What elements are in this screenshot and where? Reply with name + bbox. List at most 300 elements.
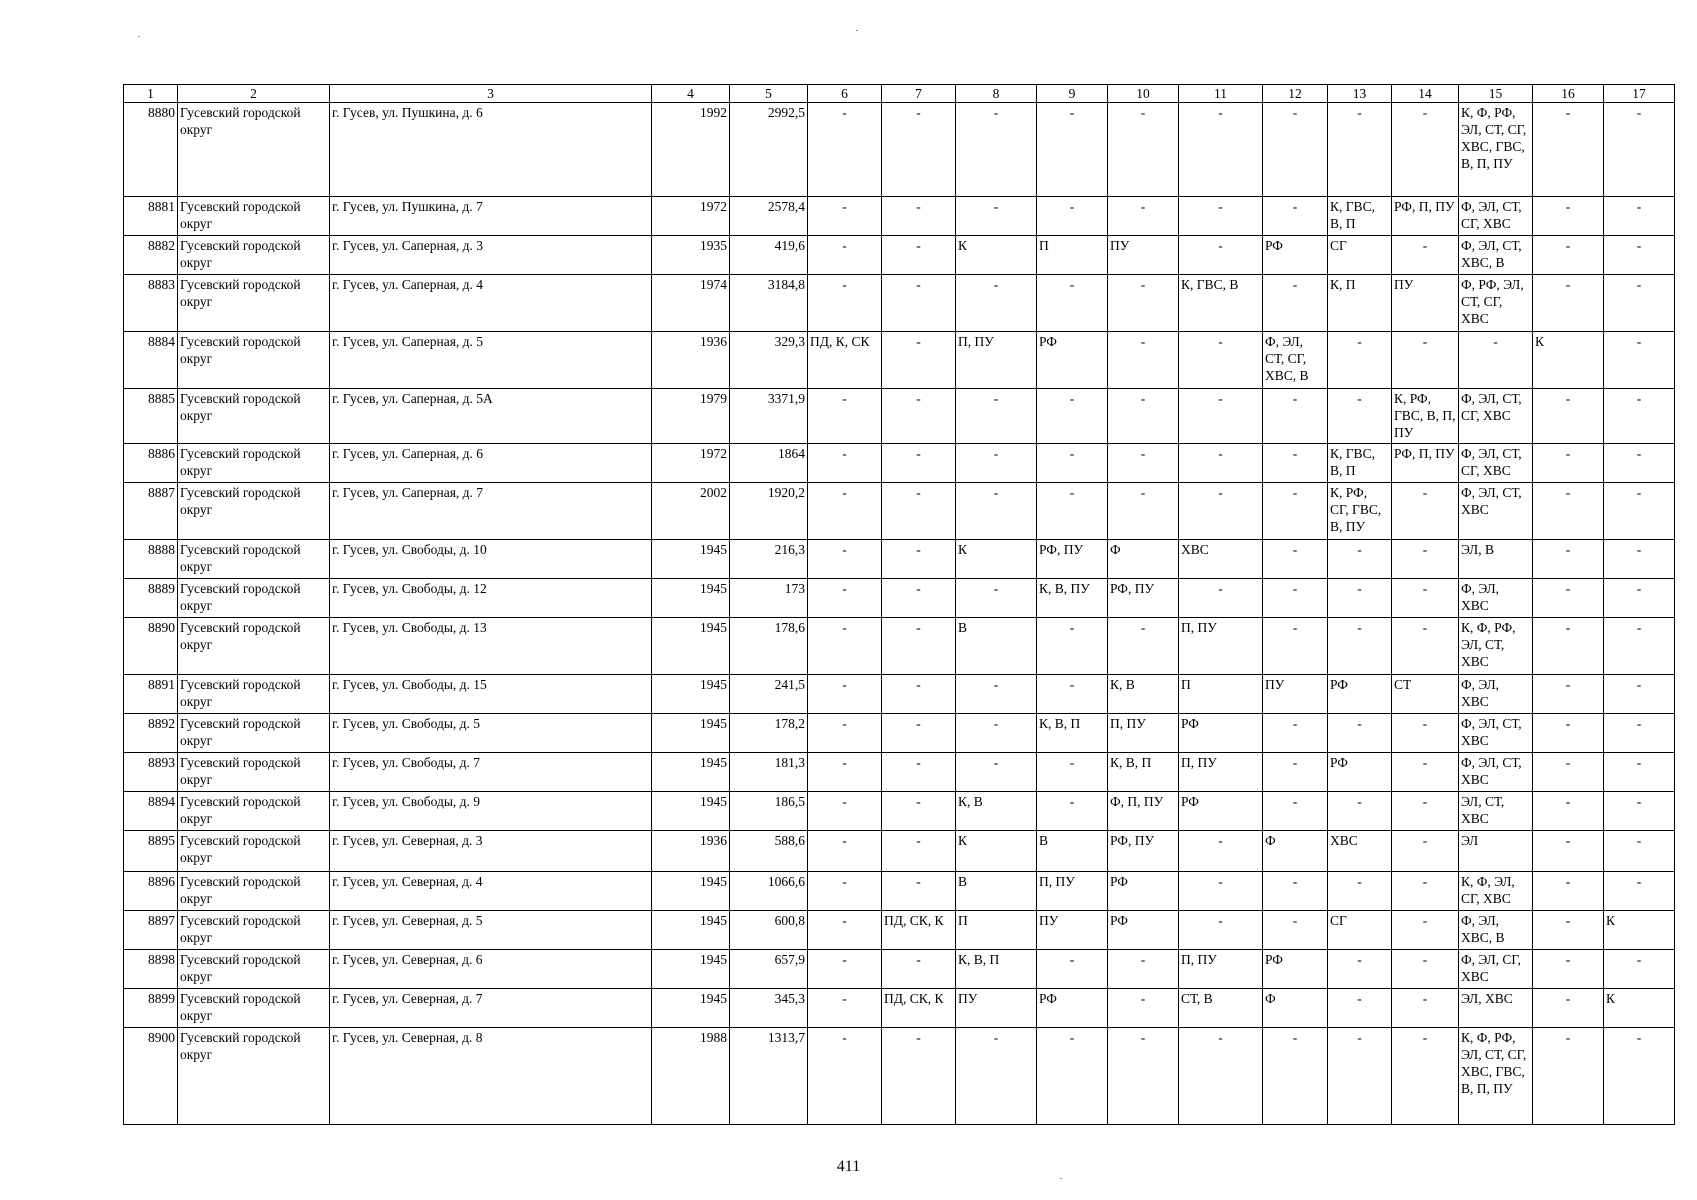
work-type-13-cell: - [1328, 714, 1392, 753]
work-type-6-cell: - [808, 911, 882, 950]
work-type-15-cell: К, Ф, ЭЛ, СГ, ХВС [1459, 872, 1533, 911]
work-type-13-cell: К, П [1328, 275, 1392, 332]
year-built-cell: 1945 [652, 989, 730, 1028]
table-row [124, 872, 1675, 911]
work-type-13-cell: - [1328, 103, 1392, 197]
area-cell: 600,8 [730, 911, 808, 950]
year-built-cell: 1992 [652, 103, 730, 197]
work-type-11-cell: П, ПУ [1179, 753, 1263, 792]
work-type-14-cell: - [1392, 618, 1459, 675]
table-row [124, 831, 1675, 872]
work-type-16-cell: - [1533, 236, 1604, 275]
work-type-12-cell: - [1263, 1028, 1328, 1125]
area-cell: 3184,8 [730, 275, 808, 332]
work-type-16-cell: - [1533, 989, 1604, 1028]
work-type-15-cell: К, Ф, РФ, ЭЛ, СТ, СГ, ХВС, ГВС, В, П, ПУ [1459, 1028, 1533, 1125]
work-type-15-cell: Ф, ЭЛ, ХВС [1459, 579, 1533, 618]
work-type-13-cell: РФ [1328, 753, 1392, 792]
work-type-14-cell: - [1392, 714, 1459, 753]
work-type-8-cell: П, ПУ [956, 332, 1037, 389]
year-built-cell: 1945 [652, 753, 730, 792]
work-type-9-cell: - [1037, 103, 1108, 197]
address-cell: г. Гусев, ул. Северная, д. 8 [330, 1028, 652, 1125]
table-row [124, 444, 1675, 483]
address-cell: г. Гусев, ул. Северная, д. 3 [330, 831, 652, 872]
work-type-10-cell: - [1108, 103, 1179, 197]
work-type-14-cell: - [1392, 540, 1459, 579]
work-type-16-cell: К [1533, 332, 1604, 389]
record-number-cell: 8899 [124, 989, 178, 1028]
municipality-cell: Гусевский городской округ [178, 275, 330, 332]
year-built-cell: 1945 [652, 579, 730, 618]
work-type-7-cell: ПД, СК, К [882, 911, 956, 950]
address-cell: г. Гусев, ул. Свободы, д. 13 [330, 618, 652, 675]
area-cell: 181,3 [730, 753, 808, 792]
address-cell: г. Гусев, ул. Свободы, д. 7 [330, 753, 652, 792]
municipality-cell: Гусевский городской округ [178, 831, 330, 872]
work-type-7-cell: - [882, 753, 956, 792]
address-cell: г. Гусев, ул. Пушкина, д. 7 [330, 197, 652, 236]
table-row [124, 483, 1675, 540]
work-type-13-cell: - [1328, 618, 1392, 675]
work-type-10-cell: - [1108, 389, 1179, 444]
work-type-15-cell: ЭЛ [1459, 831, 1533, 872]
work-type-6-cell: - [808, 714, 882, 753]
work-type-14-cell: - [1392, 911, 1459, 950]
work-type-9-cell: К, В, П [1037, 714, 1108, 753]
work-type-12-cell: - [1263, 444, 1328, 483]
register-table-wrapper [123, 84, 1674, 1125]
work-type-15-cell: Ф, ЭЛ, СТ, СГ, ХВС [1459, 197, 1533, 236]
work-type-11-cell: - [1179, 1028, 1263, 1125]
work-type-15-cell: Ф, ЭЛ, СТ, ХВС [1459, 714, 1533, 753]
work-type-9-cell: - [1037, 675, 1108, 714]
area-cell: 173 [730, 579, 808, 618]
work-type-11-cell: - [1179, 911, 1263, 950]
work-type-17-cell: - [1604, 236, 1675, 275]
area-cell: 178,2 [730, 714, 808, 753]
work-type-10-cell: К, В [1108, 675, 1179, 714]
work-type-17-cell: - [1604, 540, 1675, 579]
column-header-8: 8 [956, 85, 1037, 103]
work-type-8-cell: - [956, 197, 1037, 236]
work-type-8-cell: П [956, 911, 1037, 950]
record-number-cell: 8895 [124, 831, 178, 872]
work-type-7-cell: - [882, 389, 956, 444]
address-cell: г. Гусев, ул. Саперная, д. 4 [330, 275, 652, 332]
work-type-9-cell: В [1037, 831, 1108, 872]
work-type-17-cell: - [1604, 675, 1675, 714]
work-type-6-cell: - [808, 483, 882, 540]
record-number-cell: 8893 [124, 753, 178, 792]
work-type-9-cell: - [1037, 444, 1108, 483]
scan-speck [138, 36, 140, 37]
work-type-12-cell: - [1263, 103, 1328, 197]
work-type-15-cell: Ф, ЭЛ, ХВС, В [1459, 911, 1533, 950]
area-cell: 178,6 [730, 618, 808, 675]
work-type-7-cell: - [882, 831, 956, 872]
work-type-9-cell: К, В, ПУ [1037, 579, 1108, 618]
column-header-12: 12 [1263, 85, 1328, 103]
work-type-10-cell: РФ [1108, 911, 1179, 950]
work-type-10-cell: - [1108, 1028, 1179, 1125]
work-type-6-cell: - [808, 675, 882, 714]
work-type-14-cell: - [1392, 1028, 1459, 1125]
work-type-15-cell: К, Ф, РФ, ЭЛ, СТ, СГ, ХВС, ГВС, В, П, ПУ [1459, 103, 1533, 197]
column-header-15: 15 [1459, 85, 1533, 103]
table-row [124, 675, 1675, 714]
area-cell: 1920,2 [730, 483, 808, 540]
work-type-8-cell: - [956, 675, 1037, 714]
work-type-17-cell: - [1604, 618, 1675, 675]
work-type-12-cell: РФ [1263, 950, 1328, 989]
table-row [124, 1028, 1675, 1125]
address-cell: г. Гусев, ул. Свободы, д. 5 [330, 714, 652, 753]
work-type-17-cell: - [1604, 275, 1675, 332]
work-type-16-cell: - [1533, 872, 1604, 911]
table-row [124, 989, 1675, 1028]
work-type-8-cell: - [956, 444, 1037, 483]
work-type-14-cell: ПУ [1392, 275, 1459, 332]
work-type-7-cell: - [882, 103, 956, 197]
work-type-7-cell: - [882, 540, 956, 579]
work-type-11-cell: П, ПУ [1179, 618, 1263, 675]
work-type-9-cell: РФ, ПУ [1037, 540, 1108, 579]
work-type-15-cell: Ф, ЭЛ, ХВС [1459, 675, 1533, 714]
record-number-cell: 8896 [124, 872, 178, 911]
scan-speck [1060, 1178, 1062, 1179]
address-cell: г. Гусев, ул. Свободы, д. 9 [330, 792, 652, 831]
year-built-cell: 1945 [652, 950, 730, 989]
year-built-cell: 1936 [652, 831, 730, 872]
work-type-15-cell: Ф, ЭЛ, СТ, СГ, ХВС [1459, 389, 1533, 444]
address-cell: г. Гусев, ул. Северная, д. 5 [330, 911, 652, 950]
work-type-6-cell: - [808, 618, 882, 675]
work-type-12-cell: - [1263, 483, 1328, 540]
work-type-15-cell: Ф, ЭЛ, СГ, ХВС [1459, 950, 1533, 989]
work-type-17-cell: - [1604, 579, 1675, 618]
work-type-11-cell: - [1179, 872, 1263, 911]
work-type-6-cell: - [808, 389, 882, 444]
work-type-8-cell: - [956, 579, 1037, 618]
address-cell: г. Гусев, ул. Саперная, д. 7 [330, 483, 652, 540]
work-type-15-cell: Ф, РФ, ЭЛ, СТ, СГ, ХВС [1459, 275, 1533, 332]
work-type-17-cell: - [1604, 103, 1675, 197]
area-cell: 241,5 [730, 675, 808, 714]
work-type-15-cell: К, Ф, РФ, ЭЛ, СТ, ХВС [1459, 618, 1533, 675]
column-header-6: 6 [808, 85, 882, 103]
work-type-10-cell: - [1108, 989, 1179, 1028]
work-type-12-cell: - [1263, 618, 1328, 675]
work-type-12-cell: - [1263, 197, 1328, 236]
year-built-cell: 1945 [652, 872, 730, 911]
work-type-15-cell: - [1459, 332, 1533, 389]
work-type-12-cell: - [1263, 911, 1328, 950]
housing-register-table [123, 84, 1675, 1125]
work-type-16-cell: - [1533, 792, 1604, 831]
record-number-cell: 8894 [124, 792, 178, 831]
work-type-9-cell: РФ [1037, 989, 1108, 1028]
area-cell: 329,3 [730, 332, 808, 389]
table-row [124, 275, 1675, 332]
work-type-13-cell: - [1328, 1028, 1392, 1125]
work-type-8-cell: К, В [956, 792, 1037, 831]
work-type-15-cell: Ф, ЭЛ, СТ, СГ, ХВС [1459, 444, 1533, 483]
year-built-cell: 1936 [652, 332, 730, 389]
column-header-16: 16 [1533, 85, 1604, 103]
record-number-cell: 8892 [124, 714, 178, 753]
table-row [124, 540, 1675, 579]
work-type-10-cell: П, ПУ [1108, 714, 1179, 753]
work-type-10-cell: - [1108, 332, 1179, 389]
area-cell: 657,9 [730, 950, 808, 989]
table-row [124, 950, 1675, 989]
work-type-8-cell: - [956, 714, 1037, 753]
work-type-11-cell: - [1179, 103, 1263, 197]
work-type-11-cell: РФ [1179, 714, 1263, 753]
work-type-10-cell: - [1108, 444, 1179, 483]
work-type-6-cell: - [808, 1028, 882, 1125]
work-type-17-cell: - [1604, 753, 1675, 792]
municipality-cell: Гусевский городской округ [178, 989, 330, 1028]
work-type-16-cell: - [1533, 831, 1604, 872]
record-number-cell: 8897 [124, 911, 178, 950]
address-cell: г. Гусев, ул. Пушкина, д. 6 [330, 103, 652, 197]
column-header-1: 1 [124, 85, 178, 103]
work-type-9-cell: - [1037, 753, 1108, 792]
area-cell: 1313,7 [730, 1028, 808, 1125]
work-type-6-cell: - [808, 792, 882, 831]
work-type-7-cell: - [882, 236, 956, 275]
work-type-17-cell: - [1604, 332, 1675, 389]
work-type-8-cell: - [956, 753, 1037, 792]
work-type-14-cell: - [1392, 236, 1459, 275]
work-type-11-cell: РФ [1179, 792, 1263, 831]
work-type-9-cell: - [1037, 792, 1108, 831]
record-number-cell: 8882 [124, 236, 178, 275]
record-number-cell: 8900 [124, 1028, 178, 1125]
column-header-11: 11 [1179, 85, 1263, 103]
work-type-6-cell: - [808, 872, 882, 911]
work-type-14-cell: РФ, П, ПУ [1392, 197, 1459, 236]
record-number-cell: 8890 [124, 618, 178, 675]
work-type-15-cell: ЭЛ, В [1459, 540, 1533, 579]
work-type-13-cell: К, ГВС, В, П [1328, 197, 1392, 236]
year-built-cell: 1972 [652, 197, 730, 236]
area-cell: 1864 [730, 444, 808, 483]
work-type-12-cell: Ф [1263, 831, 1328, 872]
address-cell: г. Гусев, ул. Саперная, д. 3 [330, 236, 652, 275]
column-header-2: 2 [178, 85, 330, 103]
work-type-12-cell: - [1263, 872, 1328, 911]
work-type-7-cell: - [882, 332, 956, 389]
area-cell: 345,3 [730, 989, 808, 1028]
work-type-7-cell: - [882, 618, 956, 675]
municipality-cell: Гусевский городской округ [178, 236, 330, 275]
year-built-cell: 1974 [652, 275, 730, 332]
column-header-13: 13 [1328, 85, 1392, 103]
work-type-14-cell: - [1392, 753, 1459, 792]
work-type-9-cell: - [1037, 618, 1108, 675]
work-type-6-cell: - [808, 950, 882, 989]
work-type-6-cell: - [808, 197, 882, 236]
column-header-4: 4 [652, 85, 730, 103]
work-type-10-cell: РФ, ПУ [1108, 831, 1179, 872]
year-built-cell: 1979 [652, 389, 730, 444]
municipality-cell: Гусевский городской округ [178, 540, 330, 579]
work-type-10-cell: - [1108, 618, 1179, 675]
work-type-17-cell: К [1604, 911, 1675, 950]
work-type-9-cell: РФ [1037, 332, 1108, 389]
work-type-15-cell: ЭЛ, ХВС [1459, 989, 1533, 1028]
work-type-11-cell: - [1179, 579, 1263, 618]
column-number-header-row [124, 85, 1675, 103]
work-type-16-cell: - [1533, 579, 1604, 618]
column-header-17: 17 [1604, 85, 1675, 103]
work-type-15-cell: Ф, ЭЛ, СТ, ХВС [1459, 483, 1533, 540]
work-type-16-cell: - [1533, 103, 1604, 197]
work-type-10-cell: К, В, П [1108, 753, 1179, 792]
table-row [124, 714, 1675, 753]
record-number-cell: 8888 [124, 540, 178, 579]
work-type-7-cell: ПД, СК, К [882, 989, 956, 1028]
record-number-cell: 8880 [124, 103, 178, 197]
year-built-cell: 2002 [652, 483, 730, 540]
work-type-6-cell: - [808, 540, 882, 579]
work-type-8-cell: - [956, 389, 1037, 444]
work-type-10-cell: ПУ [1108, 236, 1179, 275]
work-type-14-cell: РФ, П, ПУ [1392, 444, 1459, 483]
municipality-cell: Гусевский городской округ [178, 675, 330, 714]
table-row [124, 618, 1675, 675]
work-type-7-cell: - [882, 872, 956, 911]
work-type-7-cell: - [882, 714, 956, 753]
municipality-cell: Гусевский городской округ [178, 389, 330, 444]
work-type-9-cell: ПУ [1037, 911, 1108, 950]
municipality-cell: Гусевский городской округ [178, 618, 330, 675]
work-type-13-cell: СГ [1328, 236, 1392, 275]
table-row [124, 103, 1675, 197]
work-type-11-cell: - [1179, 332, 1263, 389]
work-type-17-cell: - [1604, 197, 1675, 236]
year-built-cell: 1988 [652, 1028, 730, 1125]
work-type-13-cell: РФ [1328, 675, 1392, 714]
table-row [124, 197, 1675, 236]
municipality-cell: Гусевский городской округ [178, 714, 330, 753]
work-type-14-cell: - [1392, 103, 1459, 197]
area-cell: 1066,6 [730, 872, 808, 911]
work-type-9-cell: - [1037, 389, 1108, 444]
column-header-7: 7 [882, 85, 956, 103]
work-type-6-cell: - [808, 103, 882, 197]
year-built-cell: 1935 [652, 236, 730, 275]
work-type-10-cell: - [1108, 483, 1179, 540]
work-type-7-cell: - [882, 275, 956, 332]
table-body [124, 103, 1675, 1125]
table-row [124, 792, 1675, 831]
area-cell: 186,5 [730, 792, 808, 831]
work-type-14-cell: - [1392, 332, 1459, 389]
work-type-6-cell: - [808, 579, 882, 618]
work-type-13-cell: - [1328, 792, 1392, 831]
table-row [124, 332, 1675, 389]
work-type-13-cell: - [1328, 989, 1392, 1028]
work-type-17-cell: - [1604, 792, 1675, 831]
column-header-3: 3 [330, 85, 652, 103]
table-row [124, 579, 1675, 618]
year-built-cell: 1945 [652, 540, 730, 579]
work-type-7-cell: - [882, 483, 956, 540]
work-type-13-cell: К, ГВС, В, П [1328, 444, 1392, 483]
work-type-13-cell: - [1328, 540, 1392, 579]
work-type-14-cell: СТ [1392, 675, 1459, 714]
work-type-10-cell: РФ, ПУ [1108, 579, 1179, 618]
work-type-8-cell: К [956, 540, 1037, 579]
work-type-8-cell: В [956, 872, 1037, 911]
work-type-11-cell: - [1179, 483, 1263, 540]
work-type-8-cell: К [956, 831, 1037, 872]
work-type-12-cell: Ф, ЭЛ, СТ, СГ, ХВС, В [1263, 332, 1328, 389]
work-type-13-cell: - [1328, 950, 1392, 989]
work-type-16-cell: - [1533, 1028, 1604, 1125]
work-type-11-cell: П, ПУ [1179, 950, 1263, 989]
work-type-9-cell: П, ПУ [1037, 872, 1108, 911]
work-type-11-cell: - [1179, 197, 1263, 236]
work-type-10-cell: - [1108, 275, 1179, 332]
work-type-16-cell: - [1533, 950, 1604, 989]
area-cell: 419,6 [730, 236, 808, 275]
work-type-6-cell: ПД, К, СК [808, 332, 882, 389]
work-type-8-cell: - [956, 1028, 1037, 1125]
work-type-8-cell: ПУ [956, 989, 1037, 1028]
area-cell: 588,6 [730, 831, 808, 872]
work-type-14-cell: - [1392, 831, 1459, 872]
work-type-12-cell: РФ [1263, 236, 1328, 275]
municipality-cell: Гусевский городской округ [178, 950, 330, 989]
work-type-8-cell: К, В, П [956, 950, 1037, 989]
work-type-12-cell: - [1263, 579, 1328, 618]
record-number-cell: 8885 [124, 389, 178, 444]
municipality-cell: Гусевский городской округ [178, 753, 330, 792]
work-type-17-cell: К [1604, 989, 1675, 1028]
work-type-6-cell: - [808, 753, 882, 792]
work-type-6-cell: - [808, 275, 882, 332]
work-type-9-cell: - [1037, 197, 1108, 236]
area-cell: 216,3 [730, 540, 808, 579]
work-type-12-cell: - [1263, 275, 1328, 332]
column-header-14: 14 [1392, 85, 1459, 103]
column-header-5: 5 [730, 85, 808, 103]
work-type-12-cell: - [1263, 389, 1328, 444]
work-type-11-cell: - [1179, 831, 1263, 872]
municipality-cell: Гусевский городской округ [178, 483, 330, 540]
record-number-cell: 8883 [124, 275, 178, 332]
work-type-6-cell: - [808, 989, 882, 1028]
year-built-cell: 1945 [652, 618, 730, 675]
work-type-10-cell: - [1108, 197, 1179, 236]
work-type-11-cell: - [1179, 236, 1263, 275]
work-type-13-cell: - [1328, 872, 1392, 911]
column-header-9: 9 [1037, 85, 1108, 103]
work-type-14-cell: - [1392, 579, 1459, 618]
work-type-7-cell: - [882, 950, 956, 989]
address-cell: г. Гусев, ул. Саперная, д. 5А [330, 389, 652, 444]
year-built-cell: 1945 [652, 675, 730, 714]
municipality-cell: Гусевский городской округ [178, 911, 330, 950]
work-type-6-cell: - [808, 444, 882, 483]
work-type-7-cell: - [882, 675, 956, 714]
work-type-14-cell: - [1392, 792, 1459, 831]
